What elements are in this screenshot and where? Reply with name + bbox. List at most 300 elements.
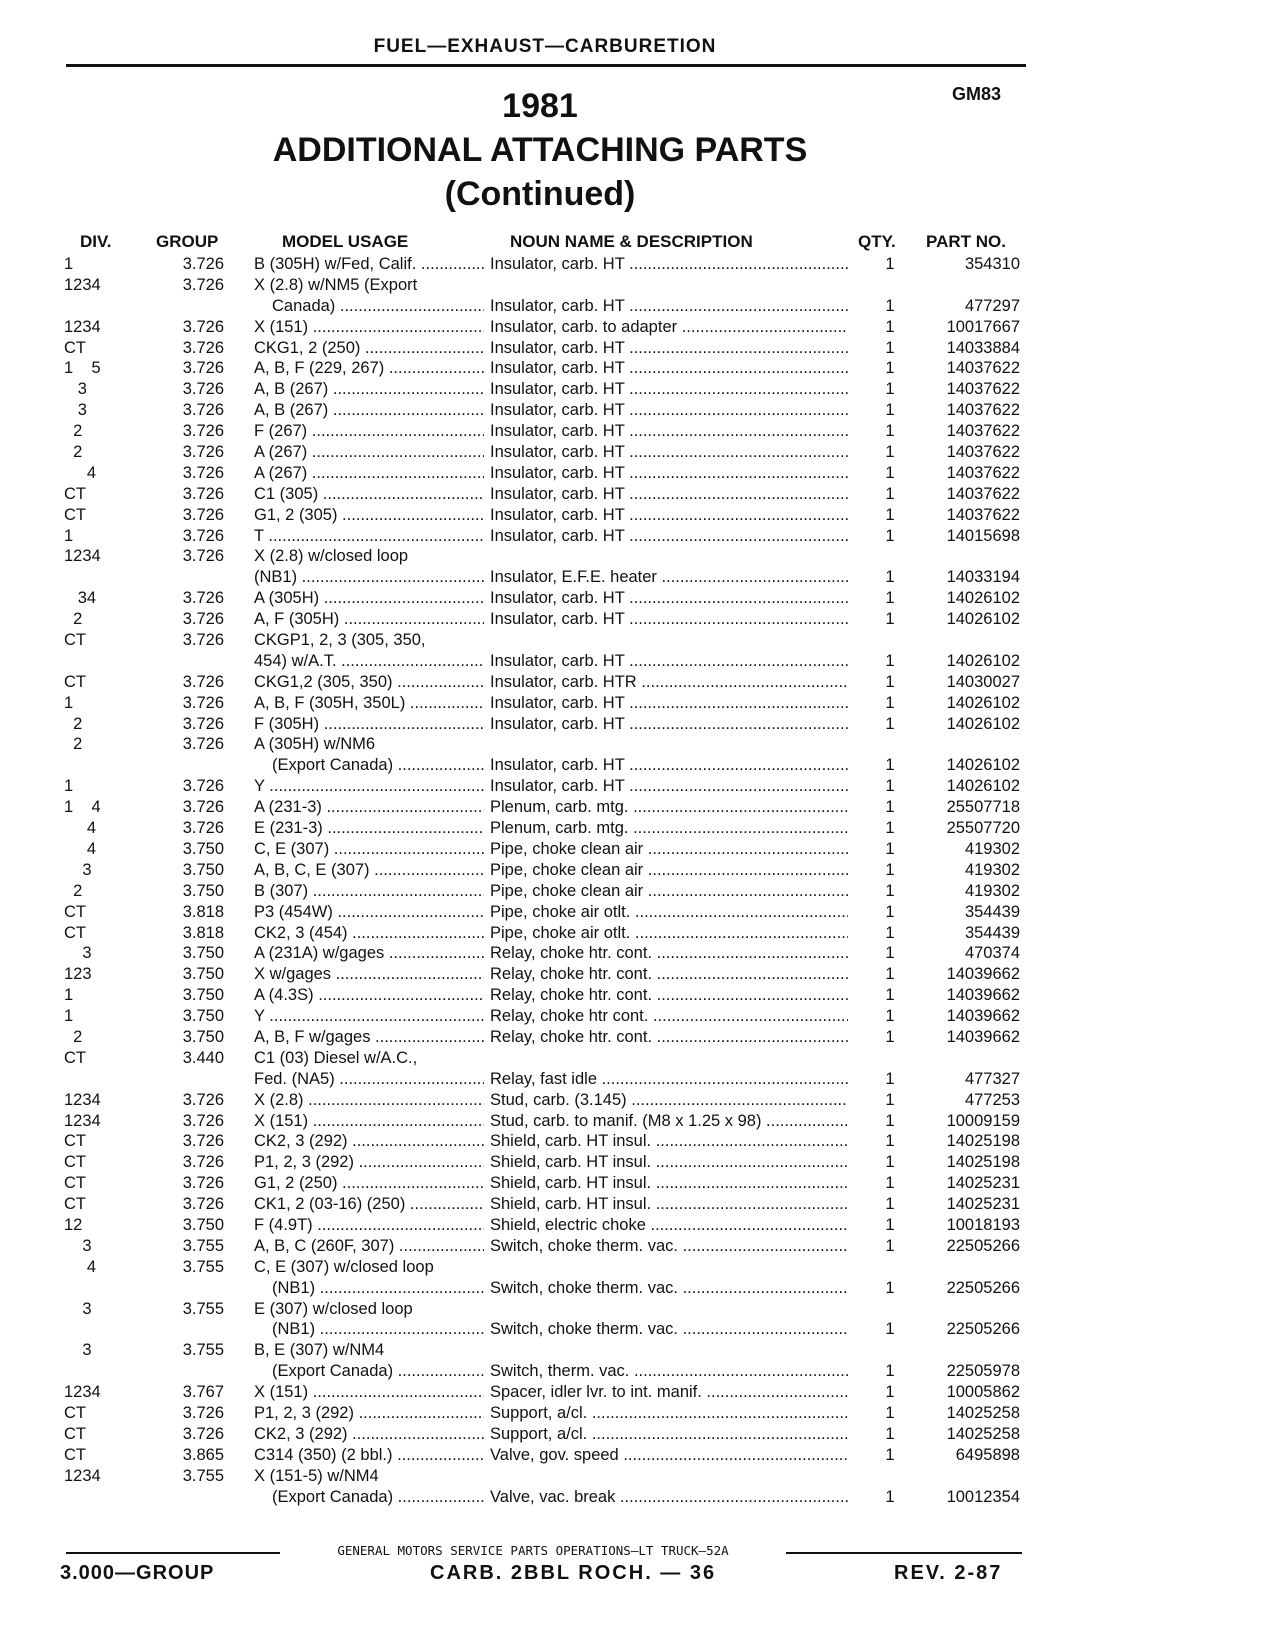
part-number-cell: 14033884 — [946, 338, 1020, 357]
footer-group: 3.000—GROUP — [60, 1562, 215, 1584]
model-usage-cell: P1, 2, 3 (292) ..... — [254, 1152, 484, 1173]
model-usage-cell: E (231-3) ..... — [254, 818, 484, 839]
div-cell: 1234 — [64, 1383, 101, 1402]
section-heading: FUEL—EXHAUST—CARBURETION — [373, 36, 717, 57]
qty-cell: 1 — [885, 401, 895, 420]
table-row — [0, 1111, 1280, 1132]
part-number-cell: 14037622 — [946, 443, 1020, 462]
model-usage-cell: X (151) ..... — [254, 317, 484, 338]
noun-description-cell: Plenum, carb. mtg. ..... — [490, 797, 848, 818]
part-number-cell: 470374 — [964, 944, 1020, 963]
part-number-cell: 354310 — [964, 255, 1020, 273]
group-cell: 3.726 — [182, 777, 224, 796]
noun-description-cell: Insulator, carb. HT ..... — [490, 296, 848, 317]
div-cell: 1 — [64, 526, 74, 545]
table-row — [0, 588, 1280, 609]
qty-cell: 1 — [885, 296, 895, 315]
noun-description-cell: Pipe, choke clean air ..... — [490, 860, 848, 881]
div-cell: CT — [64, 1424, 86, 1443]
model-usage-cell: (Export Canada) ..... — [272, 755, 484, 776]
footer-publisher: GENERAL MOTORS SERVICE PARTS OPERATIONS—LT TRUCK—52A — [337, 1543, 729, 1558]
model-usage-cell: A (267) ..... — [254, 463, 484, 484]
div-cell: CT — [64, 1403, 86, 1422]
group-cell: 3.726 — [182, 317, 224, 336]
model-usage-cell: X (151) ..... — [254, 1111, 484, 1132]
group-cell: 3.726 — [182, 1424, 224, 1443]
group-cell: 3.750 — [182, 1027, 224, 1046]
noun-description-cell: Relay, fast idle ..... — [490, 1069, 848, 1090]
table-row — [0, 546, 1280, 567]
table-row — [0, 1257, 1280, 1278]
table-row — [0, 839, 1280, 860]
group-cell: 3.726 — [182, 401, 224, 420]
part-number-cell: 14026102 — [946, 756, 1020, 775]
model-usage-cell: (NB1) ..... — [272, 1278, 484, 1299]
group-cell: 3.726 — [182, 275, 224, 294]
qty-cell: 1 — [885, 422, 895, 441]
div-cell: 12 — [64, 1215, 83, 1234]
noun-description-cell: Insulator, carb. HT ..... — [490, 505, 848, 526]
noun-description-cell: Switch, choke therm. vac. ..... — [490, 1319, 848, 1340]
div-cell: 3 — [64, 944, 92, 963]
table-row — [0, 923, 1280, 944]
qty-cell: 1 — [885, 1090, 895, 1109]
qty-cell: 1 — [885, 610, 895, 629]
part-number-cell: 14025258 — [946, 1424, 1020, 1443]
div-cell: 4 — [64, 839, 97, 858]
table-row — [0, 1382, 1280, 1403]
part-number-cell: 22505266 — [946, 1236, 1020, 1255]
part-number-cell: 14039662 — [946, 965, 1020, 984]
title-year: 1981 — [502, 87, 578, 125]
table-row — [0, 672, 1280, 693]
model-usage-cell: T ..... — [254, 526, 484, 547]
part-number-cell: 10009159 — [946, 1111, 1020, 1130]
footer-section: CARB. 2BBL ROCH. — 36 — [430, 1562, 717, 1584]
table-row — [0, 379, 1280, 400]
table-row — [0, 1403, 1280, 1424]
qty-cell: 1 — [885, 819, 895, 838]
noun-description-cell: Switch, choke therm. vac. ..... — [490, 1278, 848, 1299]
page-title — [230, 84, 850, 216]
model-usage-cell: E (307) w/closed loop — [254, 1299, 413, 1318]
div-cell: CT — [64, 631, 86, 650]
noun-description-cell: Pipe, choke clean air ..... — [490, 839, 848, 860]
div-cell: 3 — [64, 1299, 92, 1318]
noun-description-cell: Switch, therm. vac. ..... — [490, 1361, 848, 1382]
parts-table — [0, 254, 1280, 1507]
model-usage-cell: C, E (307) ..... — [254, 839, 484, 860]
group-cell: 3.726 — [182, 610, 224, 629]
qty-cell: 1 — [885, 1278, 895, 1297]
part-number-cell: 14026102 — [946, 589, 1020, 608]
table-row — [0, 1027, 1280, 1048]
div-cell: 1234 — [64, 317, 101, 336]
model-usage-cell: B (307) ..... — [254, 881, 484, 902]
noun-description-cell: Insulator, carb. HT ..... — [490, 588, 848, 609]
qty-cell: 1 — [885, 714, 895, 733]
model-usage-cell: (Export Canada) ..... — [272, 1487, 484, 1508]
group-cell: 3.726 — [182, 693, 224, 712]
part-number-cell: 419302 — [964, 860, 1020, 879]
model-usage-cell: C314 (350) (2 bbl.) ..... — [254, 1445, 484, 1466]
div-cell: CT — [64, 338, 86, 357]
part-number-cell: 14033194 — [946, 568, 1020, 587]
qty-cell: 1 — [885, 1195, 895, 1214]
part-number-cell: 14025258 — [946, 1403, 1020, 1422]
group-cell: 3.726 — [182, 338, 224, 357]
table-row — [0, 442, 1280, 463]
model-usage-cell: C1 (03) Diesel w/A.C., — [254, 1048, 418, 1067]
table-row — [0, 296, 1280, 317]
noun-description-cell: Pipe, choke air otlt. ..... — [490, 923, 848, 944]
noun-description-cell: Stud, carb. (3.145) ..... — [490, 1090, 848, 1111]
table-row — [0, 1278, 1280, 1299]
table-row — [0, 1069, 1280, 1090]
qty-cell: 1 — [885, 1383, 895, 1402]
part-number-cell: 14025231 — [946, 1195, 1020, 1214]
table-row — [0, 1361, 1280, 1382]
group-cell: 3.750 — [182, 1007, 224, 1026]
col-header-group: GROUP — [156, 232, 219, 251]
qty-cell: 1 — [885, 505, 895, 524]
qty-cell: 1 — [885, 860, 895, 879]
model-usage-cell: X (151-5) w/NM4 — [254, 1466, 379, 1485]
qty-cell: 1 — [885, 1236, 895, 1255]
model-usage-cell: (NB1) ..... — [272, 1319, 484, 1340]
part-number-cell: 477253 — [964, 1090, 1020, 1109]
model-usage-cell: A, B, F w/gages ..... — [254, 1027, 484, 1048]
table-row — [0, 1445, 1280, 1466]
group-cell: 3.750 — [182, 839, 224, 858]
div-cell: CT — [64, 484, 86, 503]
noun-description-cell: Shield, carb. HT insul. ..... — [490, 1173, 848, 1194]
qty-cell: 1 — [885, 359, 895, 378]
qty-cell: 1 — [885, 317, 895, 336]
div-cell: 3 — [64, 860, 92, 879]
noun-description-cell: Insulator, carb. HT ..... — [490, 254, 848, 275]
div-cell: 2 — [64, 610, 83, 629]
qty-cell: 1 — [885, 1215, 895, 1234]
qty-cell: 1 — [885, 1320, 895, 1339]
noun-description-cell: Shield, electric choke ..... — [490, 1215, 848, 1236]
table-row — [0, 734, 1280, 755]
table-row — [0, 1424, 1280, 1445]
qty-cell: 1 — [885, 798, 895, 817]
qty-cell: 1 — [885, 672, 895, 691]
model-usage-cell: CKG1,2 (305, 350) ..... — [254, 672, 484, 693]
table-row — [0, 818, 1280, 839]
noun-description-cell: Shield, carb. HT insul. ..... — [490, 1152, 848, 1173]
noun-description-cell: Pipe, choke air otlt. ..... — [490, 902, 848, 923]
model-usage-cell: F (4.9T) ..... — [254, 1215, 484, 1236]
qty-cell: 1 — [885, 1007, 895, 1026]
part-number-cell: 6495898 — [955, 1445, 1020, 1464]
part-number-cell: 22505266 — [946, 1320, 1020, 1339]
title-main: ADDITIONAL ATTACHING PARTS — [272, 131, 808, 169]
group-cell: 3.726 — [182, 1174, 224, 1193]
noun-description-cell: Insulator, E.F.E. heater ..... — [490, 567, 848, 588]
table-row — [0, 943, 1280, 964]
noun-description-cell: Insulator, carb. HT ..... — [490, 755, 848, 776]
model-usage-cell: G1, 2 (305) ..... — [254, 505, 484, 526]
table-row — [0, 1131, 1280, 1152]
noun-description-cell: Insulator, carb. HT ..... — [490, 776, 848, 797]
qty-cell: 1 — [885, 526, 895, 545]
group-cell: 3.726 — [182, 1111, 224, 1130]
group-cell: 3.750 — [182, 965, 224, 984]
footer-rule-right — [786, 1552, 1022, 1554]
qty-cell: 1 — [885, 463, 895, 482]
div-cell: 2 — [64, 881, 83, 900]
qty-cell: 1 — [885, 777, 895, 796]
group-cell: 3.726 — [182, 380, 224, 399]
div-cell: CT — [64, 923, 86, 942]
part-number-cell: 14025198 — [946, 1132, 1020, 1151]
qty-cell: 1 — [885, 1174, 895, 1193]
div-cell: 2 — [64, 422, 83, 441]
table-row — [0, 651, 1280, 672]
div-cell: 34 — [64, 589, 97, 608]
noun-description-cell: Valve, vac. break ..... — [490, 1487, 848, 1508]
noun-description-cell: Spacer, idler lvr. to int. manif. ..... — [490, 1382, 848, 1403]
div-cell: CT — [64, 1153, 86, 1172]
group-cell: 3.726 — [182, 819, 224, 838]
model-usage-cell: A, B (267) ..... — [254, 379, 484, 400]
group-cell: 3.726 — [182, 255, 224, 273]
model-usage-cell: A, F (305H) ..... — [254, 609, 484, 630]
qty-cell: 1 — [885, 1487, 895, 1506]
qty-cell: 1 — [885, 484, 895, 503]
part-number-cell: 10017667 — [946, 317, 1020, 336]
table-row — [0, 1319, 1280, 1340]
group-cell: 3.726 — [182, 443, 224, 462]
group-cell: 3.726 — [182, 1132, 224, 1151]
qty-cell: 1 — [885, 589, 895, 608]
part-number-cell: 22505978 — [946, 1362, 1020, 1381]
noun-description-cell: Insulator, carb. HT ..... — [490, 379, 848, 400]
group-cell: 3.726 — [182, 1195, 224, 1214]
qty-cell: 1 — [885, 651, 895, 670]
table-row — [0, 964, 1280, 985]
model-usage-cell: A (231A) w/gages ..... — [254, 943, 484, 964]
div-cell: 2 — [64, 714, 83, 733]
part-number-cell: 14037622 — [946, 422, 1020, 441]
table-row — [0, 275, 1280, 296]
table-row — [0, 985, 1280, 1006]
noun-description-cell: Switch, choke therm. vac. ..... — [490, 1236, 848, 1257]
part-number-cell: 10012354 — [946, 1487, 1020, 1506]
noun-description-cell: Insulator, carb. HT ..... — [490, 484, 848, 505]
part-number-cell: 22505266 — [946, 1278, 1020, 1297]
group-cell: 3.818 — [182, 923, 224, 942]
noun-description-cell: Relay, choke htr. cont. ..... — [490, 964, 848, 985]
noun-description-cell: Insulator, carb. HT ..... — [490, 714, 848, 735]
div-cell: 2 — [64, 1027, 83, 1046]
model-usage-cell: X (2.8) w/NM5 (Export — [254, 275, 418, 294]
div-cell: 1234 — [64, 275, 101, 294]
qty-cell: 1 — [885, 1111, 895, 1130]
table-row — [0, 630, 1280, 651]
col-header-model: MODEL USAGE — [282, 232, 409, 251]
group-cell: 3.726 — [182, 547, 224, 566]
div-cell: 2 — [64, 735, 83, 754]
table-row — [0, 1006, 1280, 1027]
model-usage-cell: A, B, C, E (307) ..... — [254, 860, 484, 881]
part-number-cell: 14039662 — [946, 1027, 1020, 1046]
qty-cell: 1 — [885, 756, 895, 775]
noun-description-cell: Insulator, carb. HT ..... — [490, 693, 848, 714]
group-cell: 3.440 — [182, 1048, 224, 1067]
model-usage-cell: A, B, F (305H, 350L) ..... — [254, 693, 484, 714]
table-row — [0, 1194, 1280, 1215]
part-number-cell: 14037622 — [946, 380, 1020, 399]
div-cell: 1 5 — [64, 359, 101, 378]
model-usage-cell: 454) w/A.T. ..... — [254, 651, 484, 672]
model-usage-cell: Y ..... — [254, 1006, 484, 1027]
table-row — [0, 1340, 1280, 1361]
part-number-cell: 14037622 — [946, 401, 1020, 420]
table-row — [0, 463, 1280, 484]
part-number-cell: 14030027 — [946, 672, 1020, 691]
div-cell: 3 — [64, 1341, 92, 1360]
model-usage-cell: X (151) ..... — [254, 1382, 484, 1403]
model-usage-cell: CK1, 2 (03-16) (250) ..... — [254, 1194, 484, 1215]
noun-description-cell: Insulator, carb. HT ..... — [490, 526, 848, 547]
div-cell: 3 — [64, 380, 87, 399]
part-number-cell: 14025198 — [946, 1153, 1020, 1172]
table-row — [0, 1173, 1280, 1194]
group-cell: 3.750 — [182, 881, 224, 900]
model-usage-cell: A (305H) ..... — [254, 588, 484, 609]
table-row — [0, 1236, 1280, 1257]
div-cell: 123 — [64, 965, 92, 984]
model-usage-cell: C, E (307) w/closed loop — [254, 1257, 434, 1276]
table-row — [0, 1466, 1280, 1487]
div-cell: 1234 — [64, 547, 101, 566]
qty-cell: 1 — [885, 443, 895, 462]
part-number-cell: 477327 — [964, 1069, 1020, 1088]
qty-cell: 1 — [885, 881, 895, 900]
model-usage-cell: (NB1) ..... — [254, 567, 484, 588]
col-header-part: PART NO. — [926, 232, 1006, 251]
div-cell: 1234 — [64, 1466, 101, 1485]
div-cell: 4 — [64, 819, 97, 838]
table-row — [0, 254, 1280, 275]
part-number-cell: 14039662 — [946, 986, 1020, 1005]
noun-description-cell: Insulator, carb. HT ..... — [490, 358, 848, 379]
part-number-cell: 477297 — [964, 296, 1020, 315]
group-cell: 3.726 — [182, 526, 224, 545]
group-cell: 3.726 — [182, 359, 224, 378]
table-row — [0, 338, 1280, 359]
model-usage-cell: A (4.3S) ..... — [254, 985, 484, 1006]
col-header-qty: QTY. — [858, 232, 896, 251]
part-number-cell: 10018193 — [946, 1215, 1020, 1234]
group-cell: 3.726 — [182, 631, 224, 650]
group-cell: 3.755 — [182, 1236, 224, 1255]
table-row — [0, 484, 1280, 505]
qty-cell: 1 — [885, 568, 895, 587]
model-usage-cell: X w/gages ..... — [254, 964, 484, 985]
table-row — [0, 526, 1280, 547]
group-cell: 3.726 — [182, 798, 224, 817]
title-sub: (Continued) — [444, 175, 636, 213]
noun-description-cell: Valve, gov. speed ..... — [490, 1445, 848, 1466]
noun-description-cell: Support, a/cl. ..... — [490, 1403, 848, 1424]
table-row — [0, 609, 1280, 630]
model-usage-cell: A, B (267) ..... — [254, 400, 484, 421]
table-row — [0, 567, 1280, 588]
table-row — [0, 1215, 1280, 1236]
model-usage-cell: F (305H) ..... — [254, 714, 484, 735]
qty-cell: 1 — [885, 1403, 895, 1422]
noun-description-cell: Relay, choke htr cont. ..... — [490, 1006, 848, 1027]
part-number-cell: 10005862 — [946, 1383, 1020, 1402]
group-cell: 3.755 — [182, 1257, 224, 1276]
noun-description-cell: Relay, choke htr. cont. ..... — [490, 1027, 848, 1048]
noun-description-cell: Insulator, carb. HT ..... — [490, 651, 848, 672]
div-cell: CT — [64, 902, 86, 921]
group-cell: 3.750 — [182, 1215, 224, 1234]
model-usage-cell: CK2, 3 (292) ..... — [254, 1424, 484, 1445]
qty-cell: 1 — [885, 944, 895, 963]
model-usage-cell: B, E (307) w/NM4 — [254, 1341, 385, 1360]
group-cell: 3.726 — [182, 422, 224, 441]
group-cell: 3.755 — [182, 1466, 224, 1485]
table-row — [0, 881, 1280, 902]
div-cell: 1 — [64, 777, 74, 796]
qty-cell: 1 — [885, 693, 895, 712]
model-usage-cell: P1, 2, 3 (292) ..... — [254, 1403, 484, 1424]
part-number-cell: 14037622 — [946, 359, 1020, 378]
part-number-cell: 14025231 — [946, 1174, 1020, 1193]
noun-description-cell: Insulator, carb. HT ..... — [490, 400, 848, 421]
qty-cell: 1 — [885, 380, 895, 399]
model-usage-cell: CK2, 3 (292) ..... — [254, 1131, 484, 1152]
div-cell: CT — [64, 1195, 86, 1214]
table-row — [0, 1152, 1280, 1173]
div-cell: 4 — [64, 463, 97, 482]
table-row — [0, 317, 1280, 338]
qty-cell: 1 — [885, 1153, 895, 1172]
noun-description-cell: Insulator, carb. to adapter ..... — [490, 317, 848, 338]
group-cell: 3.750 — [182, 860, 224, 879]
noun-description-cell: Shield, carb. HT insul. ..... — [490, 1131, 848, 1152]
table-row — [0, 902, 1280, 923]
group-cell: 3.726 — [182, 1090, 224, 1109]
part-number-cell: 14015698 — [946, 526, 1020, 545]
part-number-cell: 14026102 — [946, 610, 1020, 629]
model-usage-cell: (Export Canada) ..... — [272, 1361, 484, 1382]
noun-description-cell: Insulator, carb. HT ..... — [490, 463, 848, 484]
part-number-cell: 354439 — [964, 923, 1020, 942]
div-cell: 3 — [64, 1236, 92, 1255]
group-cell: 3.818 — [182, 902, 224, 921]
col-header-noun: NOUN NAME & DESCRIPTION — [510, 232, 753, 251]
group-cell: 3.726 — [182, 735, 224, 754]
model-usage-cell: A, B, F (229, 267) ..... — [254, 358, 484, 379]
group-cell: 3.865 — [182, 1445, 224, 1464]
part-number-cell: 25507718 — [946, 798, 1020, 817]
table-row — [0, 421, 1280, 442]
group-cell: 3.726 — [182, 1403, 224, 1422]
model-usage-cell: P3 (454W) ..... — [254, 902, 484, 923]
table-row — [0, 1048, 1280, 1069]
qty-cell: 1 — [885, 1424, 895, 1443]
part-number-cell: 14037622 — [946, 484, 1020, 503]
part-number-cell: 14026102 — [946, 651, 1020, 670]
